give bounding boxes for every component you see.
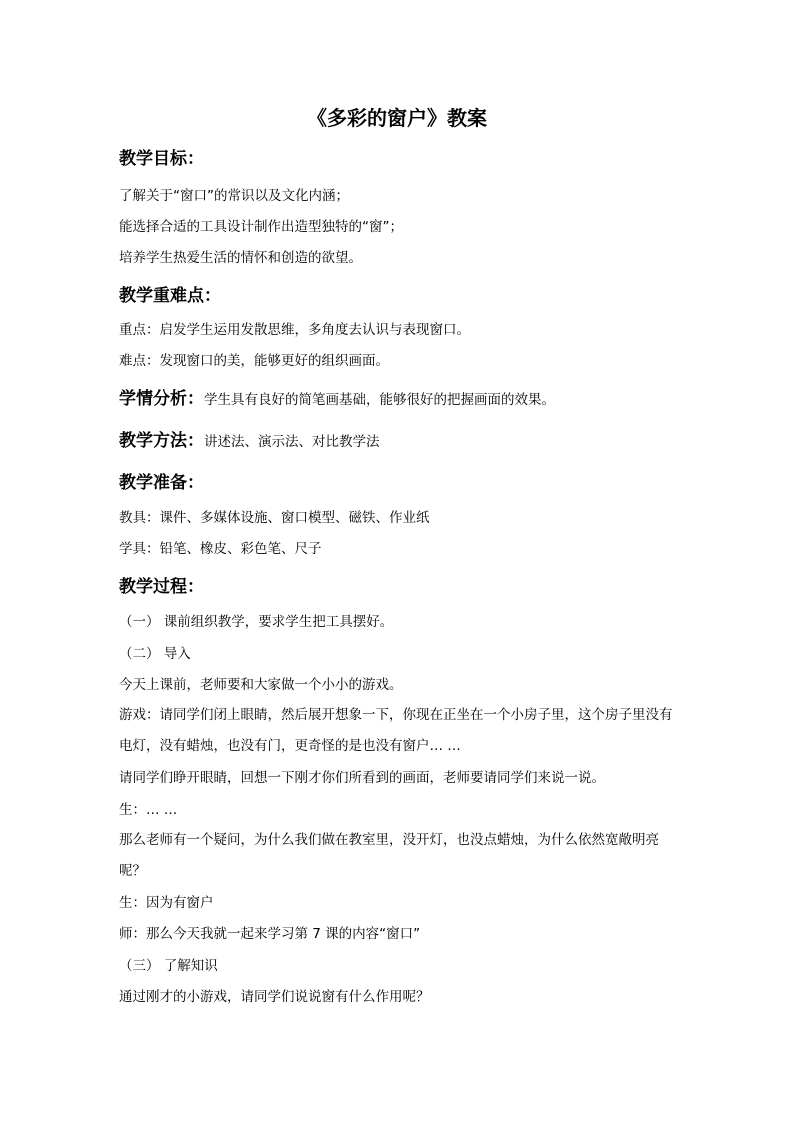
page-title: 《多彩的窗户》教案 <box>307 106 487 130</box>
methods-text: 讲述法、演示法、对比教学法 <box>204 434 380 450</box>
process-line-2: （二） 导入 <box>119 646 191 662</box>
process-line-7: 那么老师有一个疑问，为什么我们做在教室里，没开灯，也没点蜡烛，为什么依然宽敞明亮呢？ <box>119 832 659 879</box>
key-point-item-2: 难点：发现窗口的美，能够更好的组织画面。 <box>119 353 389 369</box>
preparation-heading: 教学准备： <box>119 473 204 493</box>
methods-section <box>119 430 380 453</box>
process-line-8: 生：因为有窗户 <box>119 895 214 911</box>
objectives-heading: 教学目标： <box>119 149 204 169</box>
objective-item-2: 能选择合适的工具设计制作出造型独特的“窗”； <box>119 219 403 235</box>
process-line-5: 请同学们睁开眼睛，回想一下刚才你们所看到的画面，老师要请同学们来说一说。 <box>119 770 605 786</box>
process-line-3: 今天上课前，老师要和大家做一个小小的游戏。 <box>119 677 403 693</box>
key-point-item-1: 重点：启发学生运用发散思维，多角度去认识与表现窗口。 <box>119 322 470 338</box>
objective-item-1: 了解关于“窗口”的常识以及文化内涵； <box>119 188 349 204</box>
process-line-9: 师：那么今天我就一起来学习第 7 课的内容“窗口” <box>119 926 421 942</box>
analysis-heading: 学情分析： <box>119 389 204 409</box>
process-heading: 教学过程： <box>119 577 204 597</box>
key-points-heading: 教学重难点： <box>119 286 221 306</box>
process-line-1: （一） 课前组织教学，要求学生把工具摆好。 <box>119 614 394 630</box>
analysis-text: 学生具有良好的简笔画基础，能够很好的把握画面的效果。 <box>204 392 555 408</box>
process-line-10: （三） 了解知识 <box>119 958 218 974</box>
objective-item-3: 培养学生热爱生活的情怀和创造的欲望。 <box>119 250 362 266</box>
process-line-11: 通过刚才的小游戏，请同学们说说窗有什么作用呢？ <box>119 989 430 1005</box>
process-line-4: 游戏：请同学们闭上眼睛，然后展开想象一下，你现在正坐在一个小房子里，这个房子里没有电灯，没有蜡烛，也没有门，更奇怪的是也没有窗户… … <box>119 707 673 754</box>
preparation-item-2: 学具：铅笔、橡皮、彩色笔、尺子 <box>119 541 322 557</box>
preparation-item-1: 教具：课件、多媒体设施、窗口模型、磁铁、作业纸 <box>119 510 430 526</box>
methods-heading: 教学方法： <box>119 431 204 451</box>
analysis-section <box>119 388 555 411</box>
process-line-6: 生：… … <box>119 802 178 818</box>
